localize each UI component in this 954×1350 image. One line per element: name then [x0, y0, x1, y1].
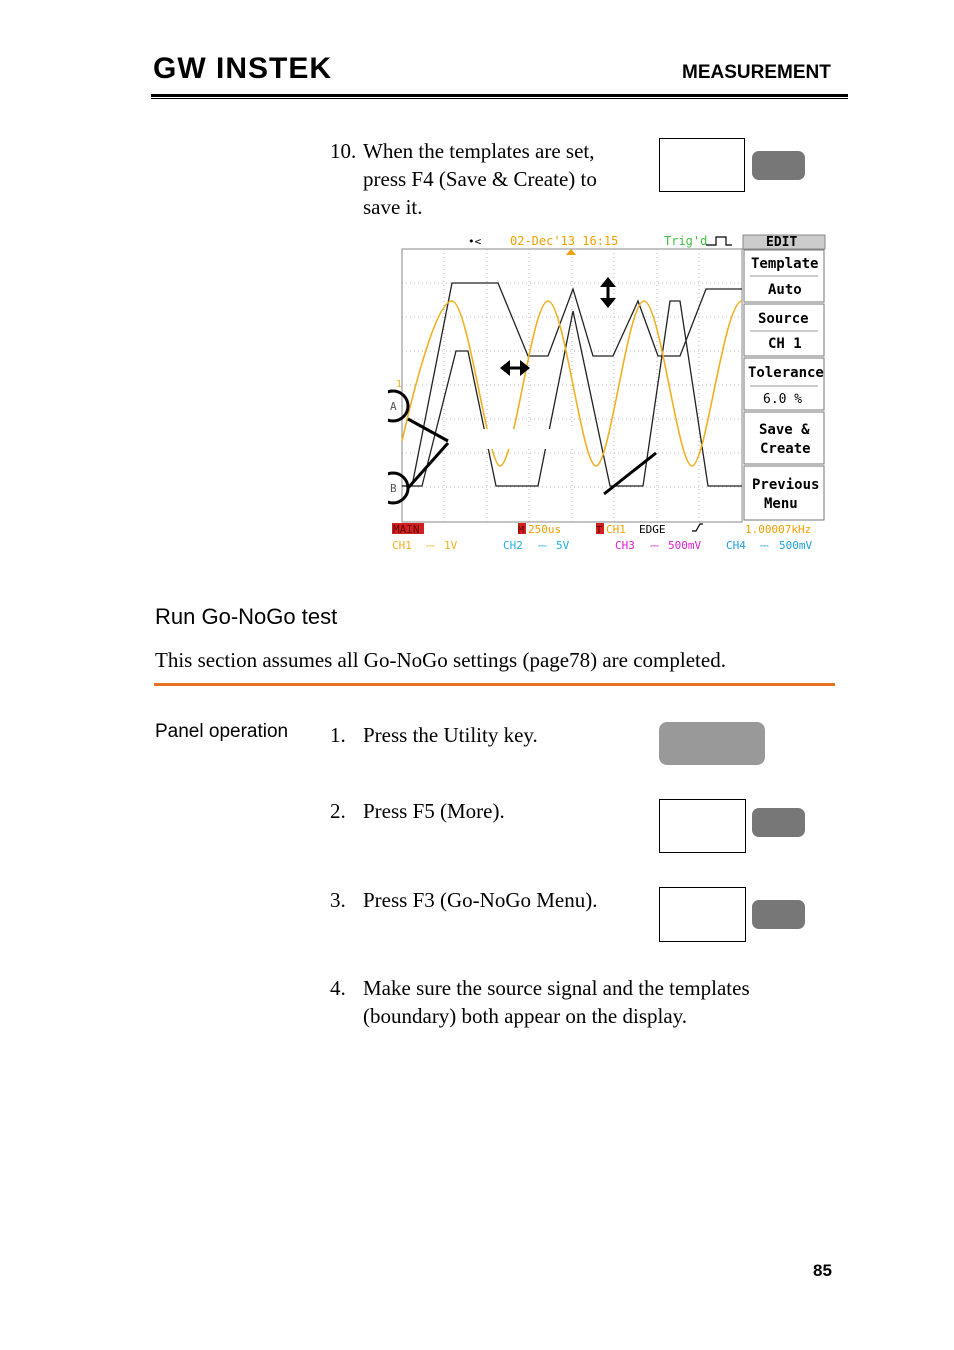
soft-menu [743, 235, 825, 520]
menu-template: Template [751, 256, 819, 272]
rising-edge-icon [692, 524, 703, 531]
ch4-label: CH4 [726, 539, 746, 552]
step-3 [330, 886, 598, 914]
menu-source: Source [758, 311, 809, 327]
ch2-label: CH2 [503, 539, 523, 552]
label-gap [450, 429, 580, 449]
section-title: MEASUREMENT [682, 62, 831, 83]
f3-key-image [752, 900, 805, 929]
bottom-trig-source: CH1 [606, 523, 626, 536]
menu-tolerance-value: 6.0 % [763, 392, 803, 407]
ch1-scale: 1V [444, 539, 458, 552]
step-1 [330, 721, 538, 749]
bottom-timebase: 250us [528, 523, 562, 536]
trigger-wave-icon [706, 237, 732, 245]
page-number: 85 [813, 1261, 832, 1280]
step-text: press F4 (Save & Create) to [363, 167, 597, 191]
ch2-scale: 5V [556, 539, 570, 552]
step-number: 10. [330, 139, 357, 163]
menu-menu: Menu [764, 496, 798, 512]
step-text: (boundary) both appear on the display. [363, 1004, 688, 1028]
section-heading: Run Go-NoGo test [155, 604, 338, 629]
header-rule-thin [151, 98, 848, 99]
utility-key-image [659, 722, 765, 765]
ch4-scale: 500mV [779, 539, 813, 552]
menu-tolerance: Tolerance [748, 365, 824, 381]
menu-auto: Auto [768, 282, 802, 298]
menu-previous: Previous [752, 477, 820, 493]
section-intro: This section assumes all Go-NoGo settings (page78) are completed. [155, 648, 726, 672]
orange-divider [154, 683, 835, 686]
ch3-scale: 500mV [668, 539, 702, 552]
marker-b-label: B [390, 482, 397, 495]
soft-menu-key-image [659, 799, 746, 853]
gw-instek-logo: GW INSTEK [153, 52, 332, 85]
usb-icon: •< [468, 235, 482, 248]
bottom-main: MAIN [393, 523, 420, 536]
marker-a-label: A [390, 400, 397, 413]
step-text: Make sure the source signal and the templates [363, 976, 750, 1000]
step-text: Press F5 (More). [363, 799, 505, 823]
step-10 [330, 137, 597, 221]
bottom-edge: EDGE [639, 523, 666, 536]
bottom-t: T [596, 525, 603, 536]
menu-save: Save & [759, 422, 810, 438]
ch3-coupling-icon: ⎓ [650, 539, 659, 552]
soft-menu-key-image [659, 887, 746, 942]
menu-create: Create [760, 441, 811, 457]
ch1-label: CH1 [392, 539, 412, 552]
bottom-frequency: 1.00007kHz [745, 523, 812, 536]
step-2 [330, 797, 505, 825]
ch2-coupling-icon: ⎓ [538, 539, 547, 552]
menu-edit: EDIT [766, 235, 798, 250]
step-text: When the templates are set, [363, 139, 595, 163]
step-number: 1. [330, 723, 346, 747]
step-text: Press the Utility key. [363, 723, 538, 747]
step-number: 2. [330, 799, 346, 823]
status-date: 02-Dec'13 16:15 [510, 234, 619, 248]
step-number: 4. [330, 976, 346, 1000]
step-text: Press F3 (Go-NoGo Menu). [363, 888, 598, 912]
oscilloscope-screenshot [388, 231, 828, 557]
header-rule [151, 94, 848, 97]
menu-ch1: CH 1 [768, 336, 802, 352]
bottom-m: M [518, 525, 525, 536]
ch4-coupling-icon: ⎓ [760, 539, 769, 552]
panel-operation-label: Panel operation [155, 721, 289, 742]
step-number: 3. [330, 888, 346, 912]
ch3-label: CH3 [615, 539, 635, 552]
status-trig: Trig'd [664, 234, 708, 248]
soft-menu-key-image [659, 138, 745, 192]
step-4 [330, 974, 750, 1030]
ch1-coupling-icon: ⎓ [426, 539, 435, 552]
ch1-marker: 1 [396, 379, 403, 390]
f4-key-image [752, 151, 805, 180]
f5-key-image [752, 808, 805, 837]
step-text: save it. [363, 195, 423, 219]
